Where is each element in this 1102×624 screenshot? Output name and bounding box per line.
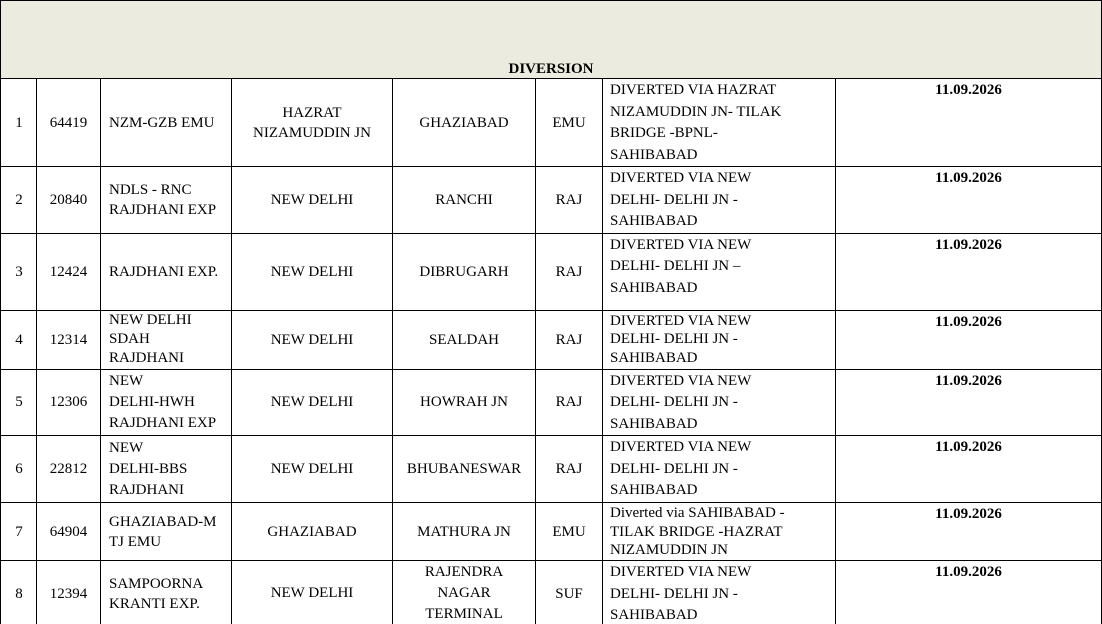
serial-number: 6 [1, 436, 37, 503]
source-station: NEW DELHI [232, 233, 393, 310]
diversion-remark: DIVERTED VIA NEW DELHI- DELHI JN - SAHIBABAD [603, 167, 836, 234]
destination-station: RANCHI [393, 167, 536, 234]
serial-number: 2 [1, 167, 37, 234]
destination-station: BHUBANESWAR [393, 436, 536, 503]
train-type: EMU [536, 79, 603, 167]
train-type: RAJ [536, 436, 603, 503]
serial-number: 5 [1, 369, 37, 436]
train-number: 12424 [37, 233, 101, 310]
table-row [1, 167, 1102, 234]
serial-number: 4 [1, 310, 37, 369]
diversion-date: 11.09.2026 [836, 79, 1102, 167]
source-station: NEW DELHI [232, 310, 393, 369]
diversion-date: 11.09.2026 [836, 561, 1102, 624]
source-station: HAZRAT NIZAMUDDIN JN [232, 79, 393, 167]
table-row [1, 561, 1102, 624]
train-number: 12394 [37, 561, 101, 624]
serial-number: 1 [1, 79, 37, 167]
source-station: NEW DELHI [232, 436, 393, 503]
diversion-remark: DIVERTED VIA NEW DELHI- DELHI JN - SAHIBABAD [603, 436, 836, 503]
diversion-remark: DIVERTED VIA NEW DELHI- DELHI JN - SAHIBABAD [603, 310, 836, 369]
diversion-date: 11.09.2026 [836, 233, 1102, 310]
diversion-date: 11.09.2026 [836, 310, 1102, 369]
train-number: 64904 [37, 503, 101, 561]
diversion-remark: Diverted via SAHIBABAD - TILAK BRIDGE -HAZRAT NIZAMUDDIN JN [603, 503, 836, 561]
source-station: NEW DELHI [232, 167, 393, 234]
source-station: NEW DELHI [232, 561, 393, 624]
table-row [1, 436, 1102, 503]
destination-station: HOWRAH JN [393, 369, 536, 436]
train-name: NEW DELHI-HWH RAJDHANI EXP [101, 369, 232, 436]
train-number: 20840 [37, 167, 101, 234]
destination-station: MATHURA JN [393, 503, 536, 561]
destination-station: RAJENDRA NAGAR TERMINAL [393, 561, 536, 624]
train-name: RAJDHANI EXP. [101, 233, 232, 310]
train-type: RAJ [536, 310, 603, 369]
serial-number: 8 [1, 561, 37, 624]
table-row [1, 233, 1102, 310]
train-type: SUF [536, 561, 603, 624]
table-row [1, 369, 1102, 436]
diversion-remark: DIVERTED VIA HAZRAT NIZAMUDDIN JN- TILAK BRIDGE -BPNL- SAHIBABAD [603, 79, 836, 167]
destination-station: DIBRUGARH [393, 233, 536, 310]
train-number: 12314 [37, 310, 101, 369]
train-type: RAJ [536, 233, 603, 310]
table-row [1, 503, 1102, 561]
diversion-date: 11.09.2026 [836, 369, 1102, 436]
train-type: RAJ [536, 369, 603, 436]
train-number: 12306 [37, 369, 101, 436]
train-name: NEW DELHI SDAH RAJDHANI [101, 310, 232, 369]
serial-number: 7 [1, 503, 37, 561]
diversion-date: 11.09.2026 [836, 167, 1102, 234]
train-name: NEW DELHI-BBS RAJDHANI [101, 436, 232, 503]
train-name: GHAZIABAD-M TJ EMU [101, 503, 232, 561]
table-header-row [1, 1, 1102, 79]
diversion-remark: DIVERTED VIA NEW DELHI- DELHI JN - SAHIBABAD [603, 369, 836, 436]
diversion-date: 11.09.2026 [836, 436, 1102, 503]
train-number: 22812 [37, 436, 101, 503]
train-number: 64419 [37, 79, 101, 167]
diversion-remark: DIVERTED VIA NEW DELHI- DELHI JN - SAHIBABAD [603, 561, 836, 624]
train-name: SAMPOORNA KRANTI EXP. [101, 561, 232, 624]
train-name: NZM-GZB EMU [101, 79, 232, 167]
section-title: DIVERSION [1, 1, 1102, 79]
train-name: NDLS - RNC RAJDHANI EXP [101, 167, 232, 234]
diversion-date: 11.09.2026 [836, 503, 1102, 561]
diversion-remark: DIVERTED VIA NEW DELHI- DELHI JN – SAHIBABAD [603, 233, 836, 310]
table-row [1, 310, 1102, 369]
train-type: RAJ [536, 167, 603, 234]
source-station: GHAZIABAD [232, 503, 393, 561]
destination-station: SEALDAH [393, 310, 536, 369]
serial-number: 3 [1, 233, 37, 310]
train-type: EMU [536, 503, 603, 561]
table-row [1, 79, 1102, 167]
source-station: NEW DELHI [232, 369, 393, 436]
destination-station: GHAZIABAD [393, 79, 536, 167]
